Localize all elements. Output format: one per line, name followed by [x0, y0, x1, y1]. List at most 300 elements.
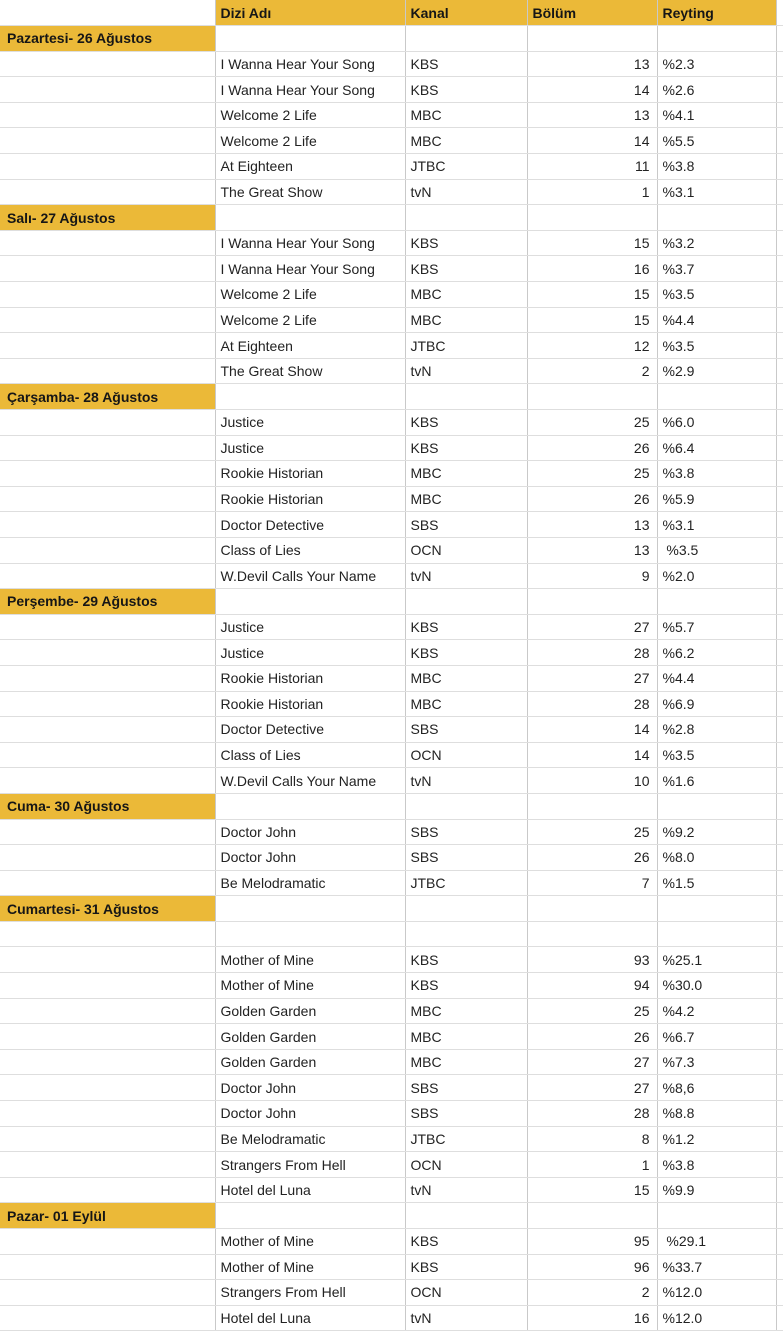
- cell-rating[interactable]: %3.8: [657, 1152, 776, 1178]
- cell-rating[interactable]: [657, 1203, 776, 1229]
- cell-series-title[interactable]: Mother of Mine: [215, 947, 405, 973]
- cell-episode[interactable]: [527, 896, 657, 922]
- cell-rating[interactable]: %9.9: [657, 1177, 776, 1203]
- cell-rating[interactable]: %5.5: [657, 128, 776, 154]
- cell-episode[interactable]: 14: [527, 77, 657, 103]
- cell-day-spacer[interactable]: [0, 947, 215, 973]
- cell-episode[interactable]: 25: [527, 998, 657, 1024]
- cell-day-header[interactable]: Salı- 27 Ağustos: [0, 205, 215, 231]
- cell-channel[interactable]: JTBC: [405, 870, 527, 896]
- cell-day-spacer[interactable]: [0, 230, 215, 256]
- cell-rating[interactable]: %2.9: [657, 358, 776, 384]
- cell-day-spacer[interactable]: [0, 51, 215, 77]
- cell-series-title[interactable]: Welcome 2 Life: [215, 282, 405, 308]
- cell-rating[interactable]: [657, 793, 776, 819]
- cell-sliver[interactable]: [776, 205, 783, 231]
- cell-channel[interactable]: [405, 793, 527, 819]
- cell-sliver[interactable]: [776, 77, 783, 103]
- cell-channel[interactable]: MBC: [405, 486, 527, 512]
- cell-series-title[interactable]: Mother of Mine: [215, 973, 405, 999]
- cell-day-spacer[interactable]: [0, 1305, 215, 1331]
- cell-sliver[interactable]: [776, 1024, 783, 1050]
- cell-channel[interactable]: JTBC: [405, 333, 527, 359]
- cell-day-spacer[interactable]: [0, 435, 215, 461]
- cell-rating[interactable]: [657, 896, 776, 922]
- cell-day-header[interactable]: Cuma- 30 Ağustos: [0, 793, 215, 819]
- cell-sliver[interactable]: [776, 1152, 783, 1178]
- cell-rating[interactable]: %2.6: [657, 77, 776, 103]
- cell-sliver[interactable]: [776, 1203, 783, 1229]
- cell-series-title[interactable]: I Wanna Hear Your Song: [215, 256, 405, 282]
- cell-sliver[interactable]: [776, 154, 783, 180]
- cell-episode[interactable]: 26: [527, 435, 657, 461]
- header-cell-bolum[interactable]: Bölüm: [527, 0, 657, 26]
- cell-series-title[interactable]: The Great Show: [215, 179, 405, 205]
- cell-rating[interactable]: %6.9: [657, 691, 776, 717]
- cell-episode[interactable]: 16: [527, 1305, 657, 1331]
- cell-sliver[interactable]: [776, 1254, 783, 1280]
- cell-episode[interactable]: [527, 921, 657, 947]
- cell-series-title[interactable]: Strangers From Hell: [215, 1152, 405, 1178]
- cell-episode[interactable]: 7: [527, 870, 657, 896]
- cell-series-title[interactable]: [215, 26, 405, 52]
- cell-episode[interactable]: 15: [527, 1177, 657, 1203]
- cell-rating[interactable]: %4.4: [657, 665, 776, 691]
- cell-day-spacer[interactable]: [0, 921, 215, 947]
- cell-channel[interactable]: MBC: [405, 998, 527, 1024]
- cell-channel[interactable]: KBS: [405, 614, 527, 640]
- cell-day-spacer[interactable]: [0, 307, 215, 333]
- cell-rating[interactable]: %3.8: [657, 461, 776, 487]
- cell-rating[interactable]: %2.0: [657, 563, 776, 589]
- cell-sliver[interactable]: [776, 435, 783, 461]
- cell-sliver[interactable]: [776, 230, 783, 256]
- cell-sliver[interactable]: [776, 665, 783, 691]
- cell-rating[interactable]: %12.0: [657, 1305, 776, 1331]
- cell-series-title[interactable]: Doctor John: [215, 1075, 405, 1101]
- cell-sliver[interactable]: [776, 845, 783, 871]
- cell-rating[interactable]: %5.7: [657, 614, 776, 640]
- cell-day-header[interactable]: Pazartesi- 26 Ağustos: [0, 26, 215, 52]
- cell-rating[interactable]: %12.0: [657, 1280, 776, 1306]
- cell-rating[interactable]: %8,6: [657, 1075, 776, 1101]
- cell-series-title[interactable]: Strangers From Hell: [215, 1280, 405, 1306]
- cell-series-title[interactable]: W.Devil Calls Your Name: [215, 768, 405, 794]
- cell-series-title[interactable]: [215, 589, 405, 615]
- cell-sliver[interactable]: [776, 307, 783, 333]
- cell-series-title[interactable]: Doctor John: [215, 845, 405, 871]
- cell-episode[interactable]: 10: [527, 768, 657, 794]
- cell-channel[interactable]: KBS: [405, 435, 527, 461]
- cell-day-spacer[interactable]: [0, 256, 215, 282]
- cell-channel[interactable]: MBC: [405, 102, 527, 128]
- cell-series-title[interactable]: Doctor John: [215, 819, 405, 845]
- cell-sliver[interactable]: [776, 26, 783, 52]
- cell-episode[interactable]: 96: [527, 1254, 657, 1280]
- cell-day-spacer[interactable]: [0, 998, 215, 1024]
- cell-channel[interactable]: MBC: [405, 1024, 527, 1050]
- cell-day-spacer[interactable]: [0, 1101, 215, 1127]
- cell-series-title[interactable]: Mother of Mine: [215, 1229, 405, 1255]
- cell-sliver[interactable]: [776, 1075, 783, 1101]
- cell-day-spacer[interactable]: [0, 333, 215, 359]
- cell-episode[interactable]: 25: [527, 819, 657, 845]
- cell-rating[interactable]: %3.5: [657, 742, 776, 768]
- cell-rating[interactable]: %3.5: [657, 282, 776, 308]
- cell-series-title[interactable]: Rookie Historian: [215, 691, 405, 717]
- cell-day-spacer[interactable]: [0, 179, 215, 205]
- cell-sliver[interactable]: [776, 998, 783, 1024]
- cell-channel[interactable]: OCN: [405, 742, 527, 768]
- header-cell-dizi-adi[interactable]: Dizi Adı: [215, 0, 405, 26]
- cell-series-title[interactable]: Justice: [215, 435, 405, 461]
- cell-series-title[interactable]: Golden Garden: [215, 998, 405, 1024]
- cell-rating[interactable]: %8.0: [657, 845, 776, 871]
- cell-series-title[interactable]: Golden Garden: [215, 1049, 405, 1075]
- cell-series-title[interactable]: Welcome 2 Life: [215, 128, 405, 154]
- cell-day-spacer[interactable]: [0, 154, 215, 180]
- cell-day-spacer[interactable]: [0, 102, 215, 128]
- cell-day-spacer[interactable]: [0, 973, 215, 999]
- cell-episode[interactable]: 28: [527, 691, 657, 717]
- cell-sliver[interactable]: [776, 691, 783, 717]
- cell-day-spacer[interactable]: [0, 486, 215, 512]
- cell-series-title[interactable]: Mother of Mine: [215, 1254, 405, 1280]
- cell-episode[interactable]: 13: [527, 537, 657, 563]
- cell-channel[interactable]: SBS: [405, 1075, 527, 1101]
- cell-series-title[interactable]: Justice: [215, 614, 405, 640]
- cell-sliver[interactable]: [776, 333, 783, 359]
- cell-sliver[interactable]: [776, 614, 783, 640]
- cell-channel[interactable]: KBS: [405, 640, 527, 666]
- header-cell-reyting[interactable]: Reyting: [657, 0, 776, 26]
- cell-series-title[interactable]: I Wanna Hear Your Song: [215, 77, 405, 103]
- cell-episode[interactable]: 28: [527, 1101, 657, 1127]
- cell-series-title[interactable]: [215, 1203, 405, 1229]
- cell-episode[interactable]: 27: [527, 665, 657, 691]
- cell-channel[interactable]: tvN: [405, 768, 527, 794]
- cell-rating[interactable]: [657, 384, 776, 410]
- cell-episode[interactable]: 15: [527, 282, 657, 308]
- cell-episode[interactable]: 12: [527, 333, 657, 359]
- cell-series-title[interactable]: Be Melodramatic: [215, 1126, 405, 1152]
- cell-rating[interactable]: %3.5: [657, 537, 776, 563]
- cell-day-spacer[interactable]: [0, 665, 215, 691]
- cell-episode[interactable]: 93: [527, 947, 657, 973]
- cell-day-spacer[interactable]: [0, 1254, 215, 1280]
- cell-day-header[interactable]: Pazar- 01 Eylül: [0, 1203, 215, 1229]
- cell-channel[interactable]: tvN: [405, 1177, 527, 1203]
- cell-episode[interactable]: 27: [527, 1075, 657, 1101]
- cell-episode[interactable]: 94: [527, 973, 657, 999]
- header-cell-sliver[interactable]: [776, 0, 783, 26]
- cell-channel[interactable]: [405, 896, 527, 922]
- cell-rating[interactable]: %3.7: [657, 256, 776, 282]
- cell-sliver[interactable]: [776, 793, 783, 819]
- cell-sliver[interactable]: [776, 1305, 783, 1331]
- cell-channel[interactable]: [405, 1203, 527, 1229]
- cell-series-title[interactable]: Doctor Detective: [215, 717, 405, 743]
- cell-rating[interactable]: %3.5: [657, 333, 776, 359]
- cell-rating[interactable]: %30.0: [657, 973, 776, 999]
- cell-sliver[interactable]: [776, 537, 783, 563]
- cell-sliver[interactable]: [776, 819, 783, 845]
- cell-series-title[interactable]: Justice: [215, 410, 405, 436]
- cell-episode[interactable]: [527, 205, 657, 231]
- header-cell-empty[interactable]: [0, 0, 215, 26]
- cell-channel[interactable]: [405, 205, 527, 231]
- cell-day-spacer[interactable]: [0, 1229, 215, 1255]
- cell-series-title[interactable]: [215, 384, 405, 410]
- cell-sliver[interactable]: [776, 179, 783, 205]
- cell-rating[interactable]: [657, 589, 776, 615]
- cell-rating[interactable]: %1.5: [657, 870, 776, 896]
- header-cell-kanal[interactable]: Kanal: [405, 0, 527, 26]
- cell-sliver[interactable]: [776, 102, 783, 128]
- cell-channel[interactable]: KBS: [405, 256, 527, 282]
- cell-channel[interactable]: KBS: [405, 51, 527, 77]
- cell-channel[interactable]: SBS: [405, 512, 527, 538]
- cell-episode[interactable]: 14: [527, 742, 657, 768]
- cell-channel[interactable]: SBS: [405, 1101, 527, 1127]
- cell-day-spacer[interactable]: [0, 870, 215, 896]
- cell-series-title[interactable]: I Wanna Hear Your Song: [215, 230, 405, 256]
- cell-channel[interactable]: KBS: [405, 947, 527, 973]
- cell-episode[interactable]: 2: [527, 1280, 657, 1306]
- cell-rating[interactable]: %1.2: [657, 1126, 776, 1152]
- cell-episode[interactable]: [527, 384, 657, 410]
- cell-sliver[interactable]: [776, 128, 783, 154]
- cell-day-spacer[interactable]: [0, 1280, 215, 1306]
- cell-channel[interactable]: tvN: [405, 563, 527, 589]
- cell-channel[interactable]: [405, 921, 527, 947]
- cell-episode[interactable]: 95: [527, 1229, 657, 1255]
- cell-series-title[interactable]: Doctor Detective: [215, 512, 405, 538]
- cell-rating[interactable]: [657, 205, 776, 231]
- cell-rating[interactable]: %3.1: [657, 179, 776, 205]
- cell-rating[interactable]: %6.2: [657, 640, 776, 666]
- cell-rating[interactable]: [657, 26, 776, 52]
- cell-channel[interactable]: tvN: [405, 179, 527, 205]
- cell-episode[interactable]: 25: [527, 410, 657, 436]
- cell-series-title[interactable]: Rookie Historian: [215, 665, 405, 691]
- cell-sliver[interactable]: [776, 589, 783, 615]
- cell-sliver[interactable]: [776, 1229, 783, 1255]
- cell-episode[interactable]: [527, 589, 657, 615]
- cell-episode[interactable]: 28: [527, 640, 657, 666]
- cell-day-spacer[interactable]: [0, 768, 215, 794]
- cell-day-spacer[interactable]: [0, 1152, 215, 1178]
- cell-series-title[interactable]: [215, 921, 405, 947]
- cell-rating[interactable]: %2.3: [657, 51, 776, 77]
- cell-episode[interactable]: 8: [527, 1126, 657, 1152]
- cell-series-title[interactable]: Class of Lies: [215, 742, 405, 768]
- cell-day-header[interactable]: Çarşamba- 28 Ağustos: [0, 384, 215, 410]
- cell-series-title[interactable]: W.Devil Calls Your Name: [215, 563, 405, 589]
- cell-rating[interactable]: %9.2: [657, 819, 776, 845]
- cell-rating[interactable]: %7.3: [657, 1049, 776, 1075]
- cell-series-title[interactable]: I Wanna Hear Your Song: [215, 51, 405, 77]
- cell-sliver[interactable]: [776, 358, 783, 384]
- cell-episode[interactable]: 2: [527, 358, 657, 384]
- cell-sliver[interactable]: [776, 921, 783, 947]
- cell-episode[interactable]: 27: [527, 1049, 657, 1075]
- cell-sliver[interactable]: [776, 1280, 783, 1306]
- cell-sliver[interactable]: [776, 486, 783, 512]
- cell-sliver[interactable]: [776, 768, 783, 794]
- cell-channel[interactable]: JTBC: [405, 154, 527, 180]
- cell-channel[interactable]: [405, 26, 527, 52]
- cell-series-title[interactable]: [215, 205, 405, 231]
- cell-sliver[interactable]: [776, 896, 783, 922]
- cell-channel[interactable]: OCN: [405, 537, 527, 563]
- cell-rating[interactable]: %4.4: [657, 307, 776, 333]
- cell-episode[interactable]: 9: [527, 563, 657, 589]
- cell-day-spacer[interactable]: [0, 691, 215, 717]
- cell-series-title[interactable]: Hotel del Luna: [215, 1305, 405, 1331]
- cell-episode[interactable]: 26: [527, 1024, 657, 1050]
- cell-channel[interactable]: KBS: [405, 77, 527, 103]
- cell-rating[interactable]: %4.2: [657, 998, 776, 1024]
- cell-rating[interactable]: %25.1: [657, 947, 776, 973]
- cell-day-spacer[interactable]: [0, 1075, 215, 1101]
- cell-rating[interactable]: %3.2: [657, 230, 776, 256]
- cell-series-title[interactable]: Rookie Historian: [215, 486, 405, 512]
- cell-series-title[interactable]: Be Melodramatic: [215, 870, 405, 896]
- cell-day-spacer[interactable]: [0, 537, 215, 563]
- cell-channel[interactable]: [405, 384, 527, 410]
- cell-channel[interactable]: MBC: [405, 461, 527, 487]
- cell-episode[interactable]: 14: [527, 717, 657, 743]
- cell-series-title[interactable]: [215, 896, 405, 922]
- cell-day-spacer[interactable]: [0, 640, 215, 666]
- cell-episode[interactable]: 1: [527, 1152, 657, 1178]
- cell-channel[interactable]: JTBC: [405, 1126, 527, 1152]
- cell-episode[interactable]: 25: [527, 461, 657, 487]
- cell-episode[interactable]: [527, 793, 657, 819]
- cell-day-spacer[interactable]: [0, 845, 215, 871]
- cell-episode[interactable]: 15: [527, 230, 657, 256]
- cell-series-title[interactable]: Doctor John: [215, 1101, 405, 1127]
- cell-series-title[interactable]: Rookie Historian: [215, 461, 405, 487]
- cell-series-title[interactable]: At Eighteen: [215, 154, 405, 180]
- cell-day-spacer[interactable]: [0, 461, 215, 487]
- cell-rating[interactable]: %2.8: [657, 717, 776, 743]
- cell-sliver[interactable]: [776, 717, 783, 743]
- cell-channel[interactable]: KBS: [405, 1254, 527, 1280]
- cell-rating[interactable]: %4.1: [657, 102, 776, 128]
- cell-channel[interactable]: MBC: [405, 665, 527, 691]
- cell-day-spacer[interactable]: [0, 282, 215, 308]
- cell-episode[interactable]: 16: [527, 256, 657, 282]
- cell-day-spacer[interactable]: [0, 358, 215, 384]
- cell-series-title[interactable]: Hotel del Luna: [215, 1177, 405, 1203]
- cell-episode[interactable]: 26: [527, 845, 657, 871]
- cell-sliver[interactable]: [776, 51, 783, 77]
- cell-channel[interactable]: MBC: [405, 128, 527, 154]
- cell-channel[interactable]: [405, 589, 527, 615]
- cell-channel[interactable]: OCN: [405, 1152, 527, 1178]
- cell-sliver[interactable]: [776, 384, 783, 410]
- cell-rating[interactable]: %5.9: [657, 486, 776, 512]
- cell-sliver[interactable]: [776, 282, 783, 308]
- cell-rating[interactable]: %6.4: [657, 435, 776, 461]
- cell-day-spacer[interactable]: [0, 1049, 215, 1075]
- cell-episode[interactable]: 11: [527, 154, 657, 180]
- cell-channel[interactable]: MBC: [405, 307, 527, 333]
- cell-episode[interactable]: 13: [527, 51, 657, 77]
- cell-channel[interactable]: KBS: [405, 1229, 527, 1255]
- cell-rating[interactable]: %6.0: [657, 410, 776, 436]
- cell-sliver[interactable]: [776, 640, 783, 666]
- cell-sliver[interactable]: [776, 1126, 783, 1152]
- cell-channel[interactable]: KBS: [405, 410, 527, 436]
- cell-sliver[interactable]: [776, 973, 783, 999]
- cell-episode[interactable]: 1: [527, 179, 657, 205]
- cell-channel[interactable]: MBC: [405, 282, 527, 308]
- cell-day-spacer[interactable]: [0, 563, 215, 589]
- cell-day-spacer[interactable]: [0, 1126, 215, 1152]
- cell-day-spacer[interactable]: [0, 819, 215, 845]
- cell-series-title[interactable]: The Great Show: [215, 358, 405, 384]
- cell-day-spacer[interactable]: [0, 128, 215, 154]
- cell-channel[interactable]: SBS: [405, 717, 527, 743]
- cell-channel[interactable]: SBS: [405, 845, 527, 871]
- cell-day-spacer[interactable]: [0, 614, 215, 640]
- cell-series-title[interactable]: Justice: [215, 640, 405, 666]
- cell-rating[interactable]: %3.8: [657, 154, 776, 180]
- cell-sliver[interactable]: [776, 410, 783, 436]
- cell-episode[interactable]: [527, 26, 657, 52]
- cell-sliver[interactable]: [776, 256, 783, 282]
- cell-series-title[interactable]: At Eighteen: [215, 333, 405, 359]
- cell-channel[interactable]: MBC: [405, 691, 527, 717]
- cell-sliver[interactable]: [776, 1177, 783, 1203]
- cell-sliver[interactable]: [776, 870, 783, 896]
- cell-channel[interactable]: tvN: [405, 1305, 527, 1331]
- cell-rating[interactable]: %8.8: [657, 1101, 776, 1127]
- cell-day-spacer[interactable]: [0, 742, 215, 768]
- cell-series-title[interactable]: [215, 793, 405, 819]
- cell-channel[interactable]: MBC: [405, 1049, 527, 1075]
- cell-rating[interactable]: %3.1: [657, 512, 776, 538]
- cell-episode[interactable]: 14: [527, 128, 657, 154]
- cell-episode[interactable]: 13: [527, 102, 657, 128]
- cell-episode[interactable]: 26: [527, 486, 657, 512]
- cell-day-header[interactable]: Perşembe- 29 Ağustos: [0, 589, 215, 615]
- cell-rating[interactable]: %29.1: [657, 1229, 776, 1255]
- cell-day-spacer[interactable]: [0, 1024, 215, 1050]
- cell-series-title[interactable]: Welcome 2 Life: [215, 102, 405, 128]
- cell-series-title[interactable]: Golden Garden: [215, 1024, 405, 1050]
- cell-episode[interactable]: 15: [527, 307, 657, 333]
- cell-channel[interactable]: tvN: [405, 358, 527, 384]
- cell-channel[interactable]: KBS: [405, 973, 527, 999]
- cell-sliver[interactable]: [776, 563, 783, 589]
- cell-day-spacer[interactable]: [0, 77, 215, 103]
- cell-channel[interactable]: OCN: [405, 1280, 527, 1306]
- cell-day-spacer[interactable]: [0, 410, 215, 436]
- cell-series-title[interactable]: Welcome 2 Life: [215, 307, 405, 333]
- cell-rating[interactable]: %6.7: [657, 1024, 776, 1050]
- cell-episode[interactable]: 27: [527, 614, 657, 640]
- cell-sliver[interactable]: [776, 512, 783, 538]
- cell-day-header[interactable]: Cumartesi- 31 Ağustos: [0, 896, 215, 922]
- cell-channel[interactable]: KBS: [405, 230, 527, 256]
- cell-series-title[interactable]: Class of Lies: [215, 537, 405, 563]
- cell-sliver[interactable]: [776, 1101, 783, 1127]
- cell-sliver[interactable]: [776, 1049, 783, 1075]
